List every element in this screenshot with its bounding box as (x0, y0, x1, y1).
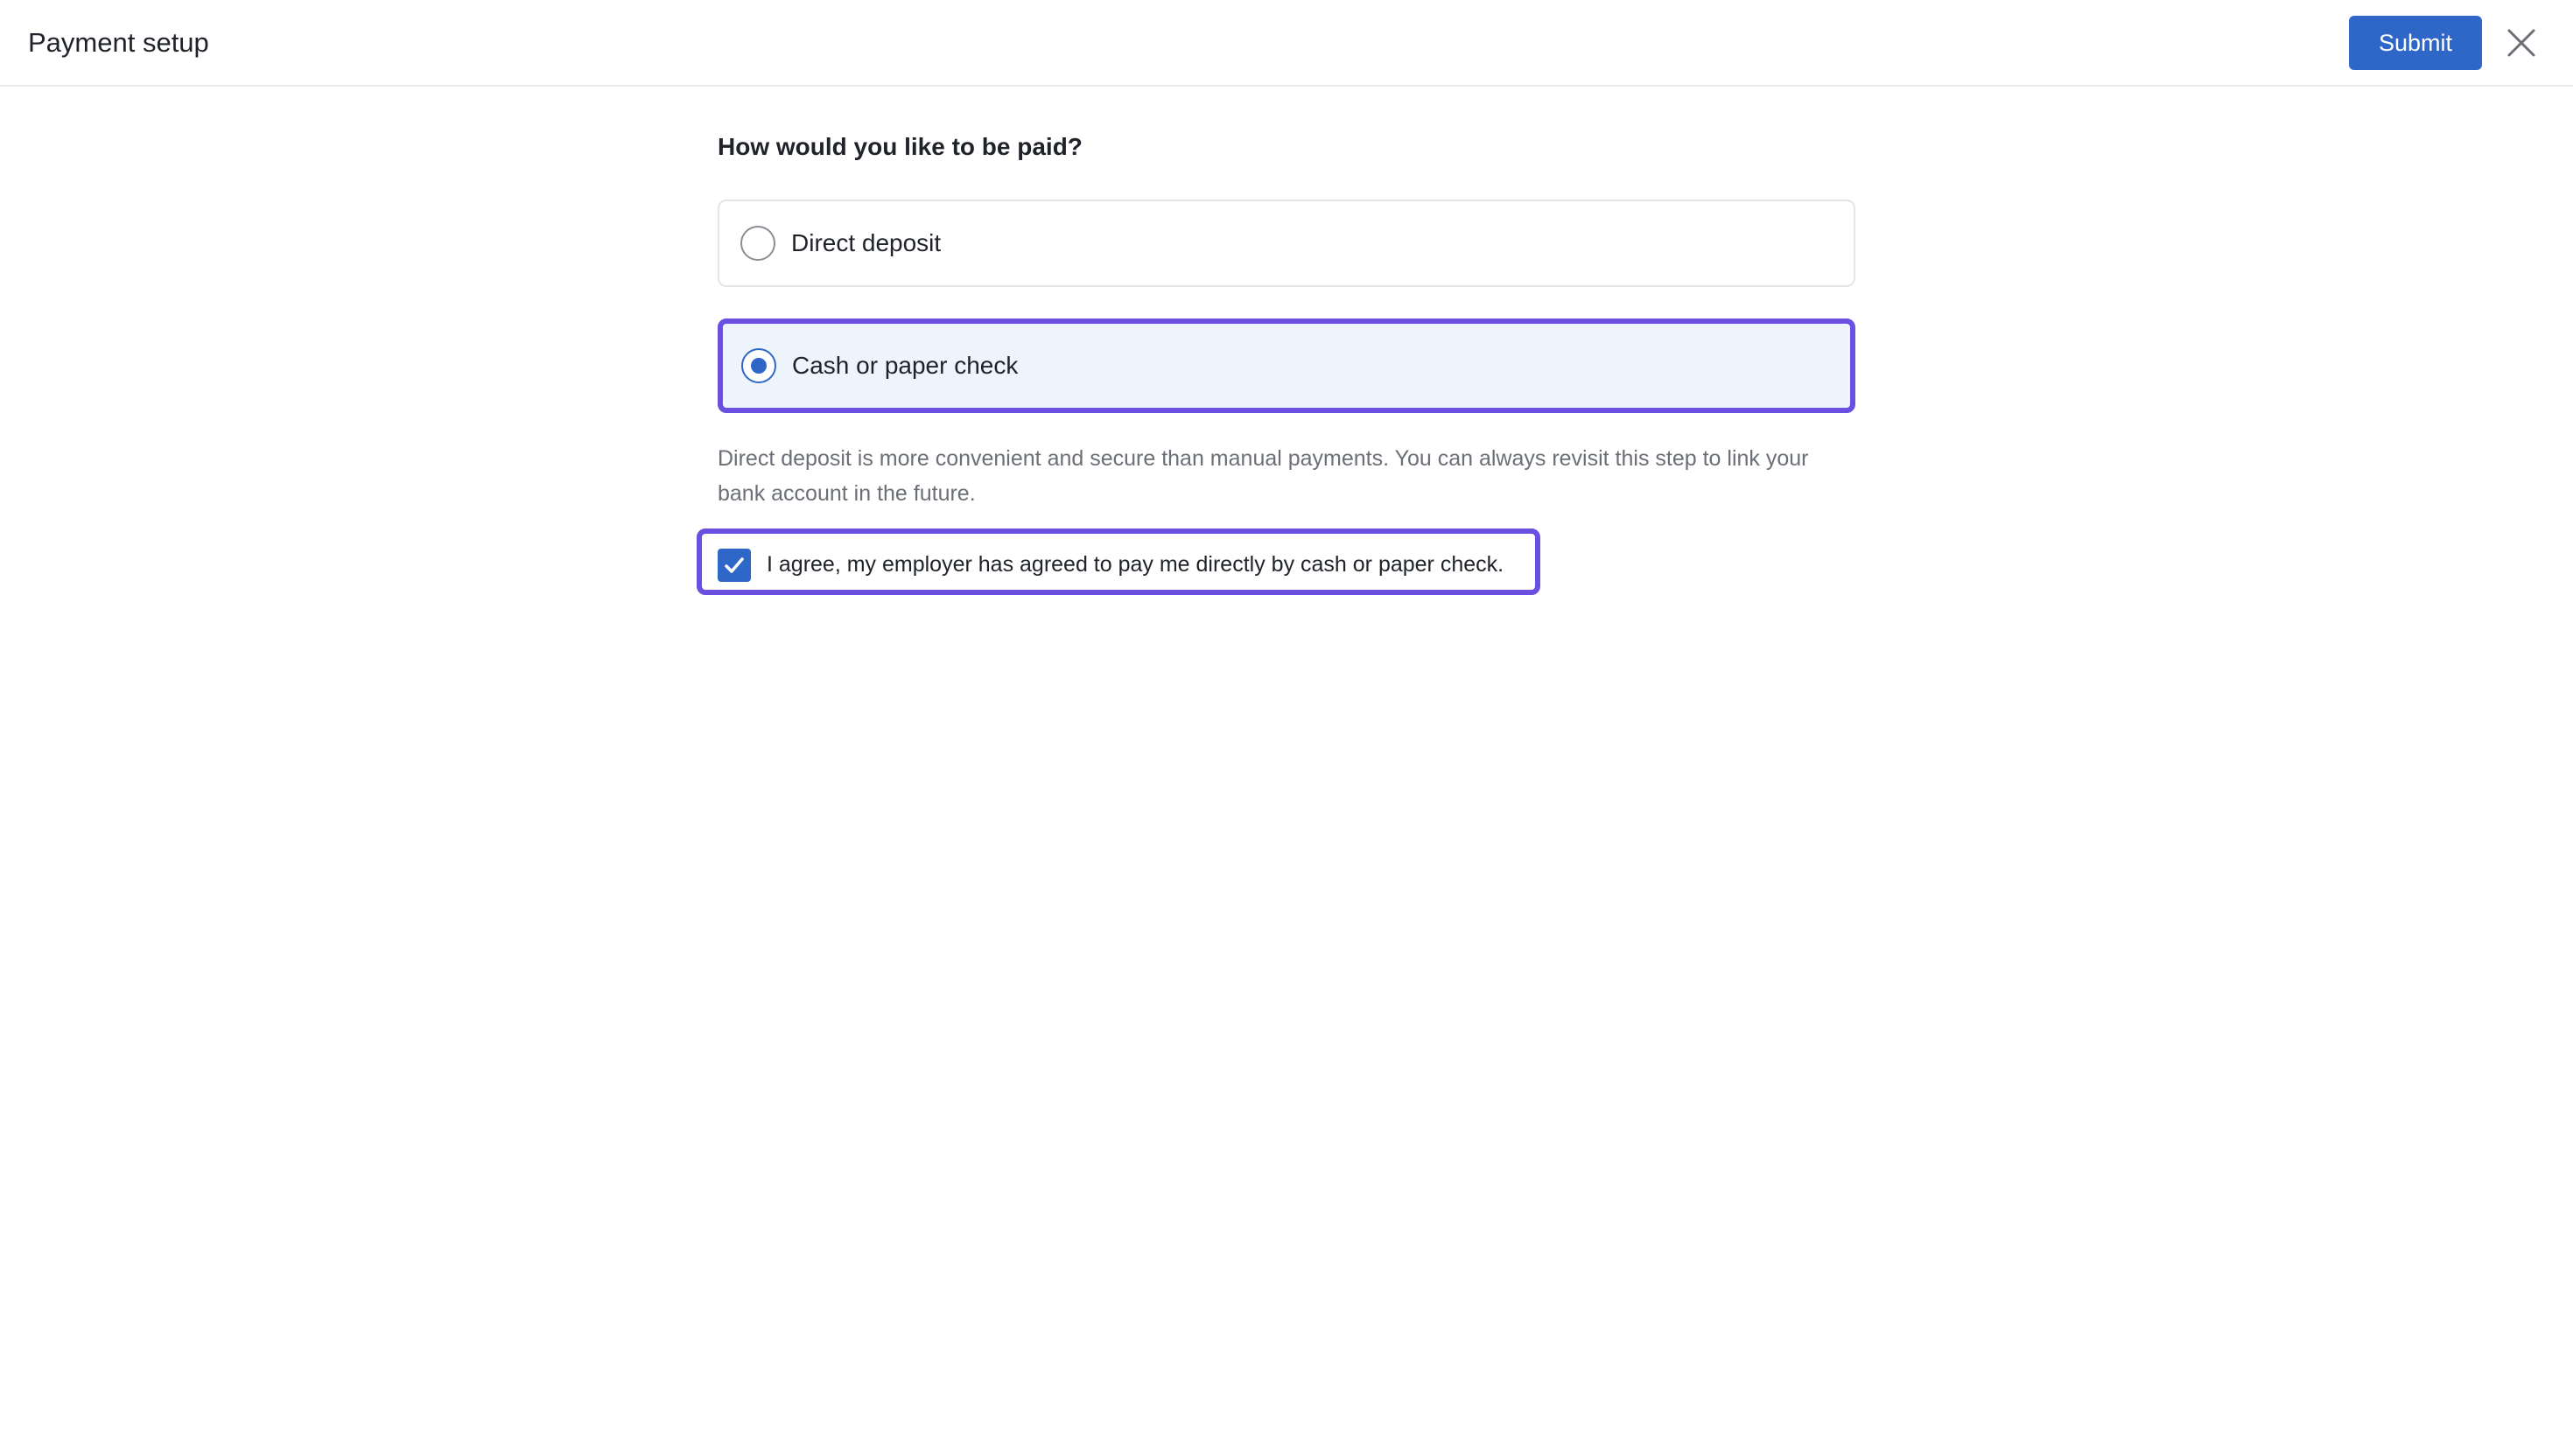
header-bar (0, 0, 2573, 87)
agreement-label: I agree, my employer has agreed to pay me directly by cash or paper check. (767, 552, 1504, 577)
close-icon[interactable] (2503, 24, 2540, 61)
option-direct-deposit[interactable] (718, 200, 1855, 287)
page-title: Payment setup (28, 27, 209, 58)
checkbox-checked-icon[interactable] (718, 549, 751, 582)
helper-text: Direct deposit is more convenient and secure than manual payments. You can always revisit this step to link your bank account in the future. (718, 446, 1809, 506)
option-label: Direct deposit (791, 229, 942, 256)
radio-unselected-icon[interactable] (740, 226, 775, 261)
radio-dot (751, 358, 767, 374)
radio-selected-icon[interactable] (741, 348, 776, 383)
submit-button[interactable]: Submit (2349, 16, 2482, 70)
agreement-checkbox-row[interactable] (697, 528, 1540, 595)
option-label: Cash or paper check (792, 352, 1019, 379)
question-heading: How would you like to be paid? (718, 133, 1083, 160)
option-cash-or-check[interactable] (718, 318, 1855, 413)
